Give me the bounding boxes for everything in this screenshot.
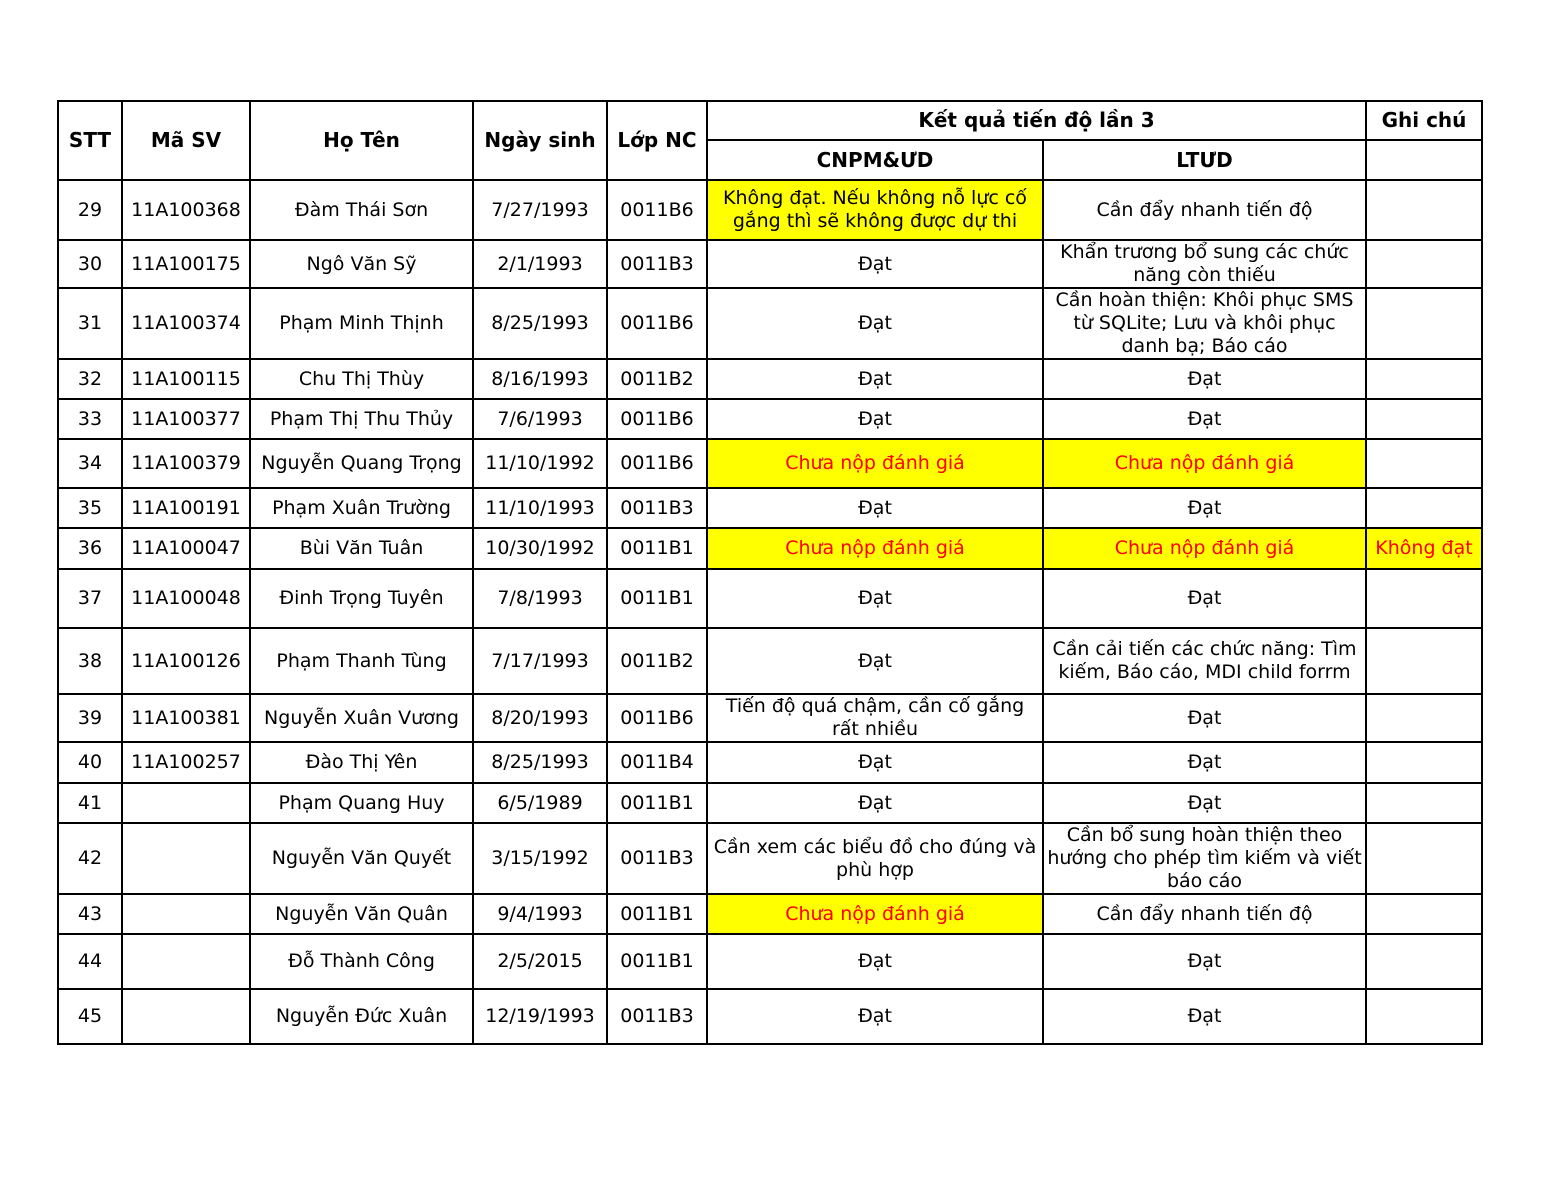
cell-ghi-chu [1366,934,1482,989]
table-row [58,628,1482,694]
cell-ngay-sinh: 8/25/1993 [473,742,607,783]
header-ho-ten: Họ Tên [250,101,473,180]
cell-ho-ten: Phạm Quang Huy [250,783,473,823]
cell-cnpm: Đạt [707,742,1043,783]
cell-ltud: Đạt [1043,934,1366,989]
cell-ltud: Cần bổ sung hoàn thiện theo hướng cho phép tìm kiếm và viết báo cáo [1043,823,1366,894]
cell-cnpm: Cần xem các biểu đồ cho đúng và phù hợp [707,823,1043,894]
cell-cnpm: Đạt [707,934,1043,989]
cell-ho-ten: Phạm Thị Thu Thủy [250,399,473,439]
cell-stt: 43 [58,894,122,934]
cell-stt: 32 [58,359,122,399]
header-ngay-sinh: Ngày sinh [473,101,607,180]
cell-ho-ten: Đinh Trọng Tuyên [250,569,473,628]
header-ltud: LTƯD [1043,140,1366,180]
cell-stt: 36 [58,528,122,569]
table-row [58,240,1482,288]
cell-cnpm: Chưa nộp đánh giá [707,894,1043,934]
cell-ma-sv: 11A100047 [122,528,250,569]
cell-lop-nc: 0011B2 [607,359,707,399]
header-ghi-chu-sub [1366,140,1482,180]
cell-ho-ten: Phạm Minh Thịnh [250,288,473,359]
table-body [58,180,1482,1044]
table-row [58,742,1482,783]
cell-ngay-sinh: 8/20/1993 [473,694,607,742]
table-row [58,569,1482,628]
cell-ma-sv: 11A100377 [122,399,250,439]
cell-ghi-chu [1366,569,1482,628]
table-row [58,989,1482,1044]
table-row [58,180,1482,240]
header-ghi-chu: Ghi chú [1366,101,1482,140]
cell-lop-nc: 0011B1 [607,528,707,569]
cell-ngay-sinh: 7/6/1993 [473,399,607,439]
cell-ho-ten: Nguyễn Quang Trọng [250,439,473,488]
cell-stt: 35 [58,488,122,528]
cell-lop-nc: 0011B6 [607,399,707,439]
cell-stt: 39 [58,694,122,742]
cell-ghi-chu [1366,628,1482,694]
cell-ghi-chu [1366,288,1482,359]
cell-lop-nc: 0011B6 [607,180,707,240]
cell-ghi-chu [1366,742,1482,783]
cell-ltud: Chưa nộp đánh giá [1043,528,1366,569]
table-row [58,488,1482,528]
cell-lop-nc: 0011B3 [607,240,707,288]
cell-ngay-sinh: 2/5/2015 [473,934,607,989]
cell-ho-ten: Nguyễn Văn Quyết [250,823,473,894]
cell-ltud: Đạt [1043,989,1366,1044]
cell-lop-nc: 0011B2 [607,628,707,694]
header-ket-qua: Kết quả tiến độ lần 3 [707,101,1366,140]
header-lop-nc: Lớp NC [607,101,707,180]
cell-lop-nc: 0011B1 [607,894,707,934]
cell-cnpm: Chưa nộp đánh giá [707,528,1043,569]
cell-ma-sv: 11A100191 [122,488,250,528]
cell-ltud: Đạt [1043,359,1366,399]
cell-ghi-chu [1366,694,1482,742]
cell-ma-sv: 11A100381 [122,694,250,742]
cell-ho-ten: Phạm Xuân Trường [250,488,473,528]
cell-ngay-sinh: 7/8/1993 [473,569,607,628]
cell-ho-ten: Ngô Văn Sỹ [250,240,473,288]
cell-stt: 42 [58,823,122,894]
cell-ltud: Cần hoàn thiện: Khôi phục SMS từ SQLite; Lưu và khôi phục danh bạ; Báo cáo [1043,288,1366,359]
table-row [58,694,1482,742]
cell-ma-sv [122,894,250,934]
table-row [58,528,1482,569]
cell-ma-sv [122,823,250,894]
cell-ho-ten: Đàm Thái Sơn [250,180,473,240]
cell-ghi-chu [1366,989,1482,1044]
cell-ltud: Cần đẩy nhanh tiến độ [1043,894,1366,934]
cell-ma-sv [122,783,250,823]
table-row [58,399,1482,439]
cell-lop-nc: 0011B3 [607,823,707,894]
cell-ngay-sinh: 8/16/1993 [473,359,607,399]
cell-lop-nc: 0011B6 [607,439,707,488]
cell-ltud: Đạt [1043,742,1366,783]
cell-ma-sv: 11A100368 [122,180,250,240]
cell-cnpm: Đạt [707,989,1043,1044]
cell-ghi-chu [1366,894,1482,934]
cell-ngay-sinh: 10/30/1992 [473,528,607,569]
cell-ltud: Đạt [1043,399,1366,439]
cell-cnpm: Đạt [707,488,1043,528]
cell-ghi-chu [1366,488,1482,528]
cell-lop-nc: 0011B4 [607,742,707,783]
cell-ma-sv: 11A100175 [122,240,250,288]
cell-ltud: Đạt [1043,488,1366,528]
cell-cnpm: Đạt [707,359,1043,399]
cell-cnpm: Không đạt. Nếu không nỗ lực cố gắng thì sẽ không được dự thi [707,180,1043,240]
cell-lop-nc: 0011B6 [607,694,707,742]
cell-ngay-sinh: 6/5/1989 [473,783,607,823]
cell-ho-ten: Đỗ Thành Công [250,934,473,989]
cell-lop-nc: 0011B6 [607,288,707,359]
cell-ltud: Khẩn trương bổ sung các chức năng còn thiếu [1043,240,1366,288]
cell-ngay-sinh: 7/17/1993 [473,628,607,694]
cell-lop-nc: 0011B3 [607,488,707,528]
cell-cnpm: Tiến độ quá chậm, cần cố gắng rất nhiều [707,694,1043,742]
cell-ma-sv: 11A100048 [122,569,250,628]
cell-ghi-chu [1366,783,1482,823]
cell-ngay-sinh: 9/4/1993 [473,894,607,934]
table-row [58,894,1482,934]
header-ma-sv: Mã SV [122,101,250,180]
table-row [58,359,1482,399]
cell-lop-nc: 0011B3 [607,989,707,1044]
cell-stt: 37 [58,569,122,628]
table-row [58,823,1482,894]
cell-ghi-chu: Không đạt [1366,528,1482,569]
cell-ho-ten: Đào Thị Yên [250,742,473,783]
cell-ghi-chu [1366,823,1482,894]
cell-stt: 44 [58,934,122,989]
cell-stt: 30 [58,240,122,288]
cell-lop-nc: 0011B1 [607,569,707,628]
cell-ltud: Đạt [1043,694,1366,742]
cell-ltud: Đạt [1043,569,1366,628]
table-row [58,288,1482,359]
header-cnpm: CNPM&ƯD [707,140,1043,180]
cell-cnpm: Đạt [707,783,1043,823]
cell-lop-nc: 0011B1 [607,934,707,989]
cell-stt: 40 [58,742,122,783]
cell-stt: 38 [58,628,122,694]
cell-ho-ten: Nguyễn Văn Quân [250,894,473,934]
cell-cnpm: Đạt [707,288,1043,359]
cell-ngay-sinh: 7/27/1993 [473,180,607,240]
cell-ngay-sinh: 3/15/1992 [473,823,607,894]
table-row [58,439,1482,488]
cell-ghi-chu [1366,439,1482,488]
cell-ho-ten: Chu Thị Thùy [250,359,473,399]
cell-ma-sv [122,934,250,989]
cell-ngay-sinh: 12/19/1993 [473,989,607,1044]
cell-lop-nc: 0011B1 [607,783,707,823]
cell-ma-sv: 11A100379 [122,439,250,488]
cell-cnpm: Đạt [707,569,1043,628]
cell-ma-sv: 11A100374 [122,288,250,359]
cell-stt: 41 [58,783,122,823]
cell-cnpm: Đạt [707,240,1043,288]
cell-ltud: Chưa nộp đánh giá [1043,439,1366,488]
cell-ho-ten: Nguyễn Đức Xuân [250,989,473,1044]
cell-ngay-sinh: 8/25/1993 [473,288,607,359]
cell-ma-sv [122,989,250,1044]
table-row [58,783,1482,823]
cell-stt: 45 [58,989,122,1044]
cell-stt: 31 [58,288,122,359]
cell-ma-sv: 11A100257 [122,742,250,783]
cell-stt: 33 [58,399,122,439]
cell-ghi-chu [1366,180,1482,240]
cell-ghi-chu [1366,240,1482,288]
cell-ngay-sinh: 2/1/1993 [473,240,607,288]
cell-ho-ten: Nguyễn Xuân Vương [250,694,473,742]
cell-ltud: Cần cải tiến các chức năng: Tìm kiếm, Báo cáo, MDI child forrm [1043,628,1366,694]
cell-ho-ten: Phạm Thanh Tùng [250,628,473,694]
cell-ma-sv: 11A100126 [122,628,250,694]
cell-cnpm: Đạt [707,628,1043,694]
cell-ho-ten: Bùi Văn Tuân [250,528,473,569]
cell-ngay-sinh: 11/10/1992 [473,439,607,488]
cell-cnpm: Đạt [707,399,1043,439]
cell-ghi-chu [1366,399,1482,439]
cell-cnpm: Chưa nộp đánh giá [707,439,1043,488]
table-row [58,934,1482,989]
cell-ghi-chu [1366,359,1482,399]
progress-table [57,100,1483,1045]
cell-stt: 34 [58,439,122,488]
cell-ltud: Cần đẩy nhanh tiến độ [1043,180,1366,240]
cell-ltud: Đạt [1043,783,1366,823]
header-stt: STT [58,101,122,180]
cell-ma-sv: 11A100115 [122,359,250,399]
cell-ngay-sinh: 11/10/1993 [473,488,607,528]
cell-stt: 29 [58,180,122,240]
